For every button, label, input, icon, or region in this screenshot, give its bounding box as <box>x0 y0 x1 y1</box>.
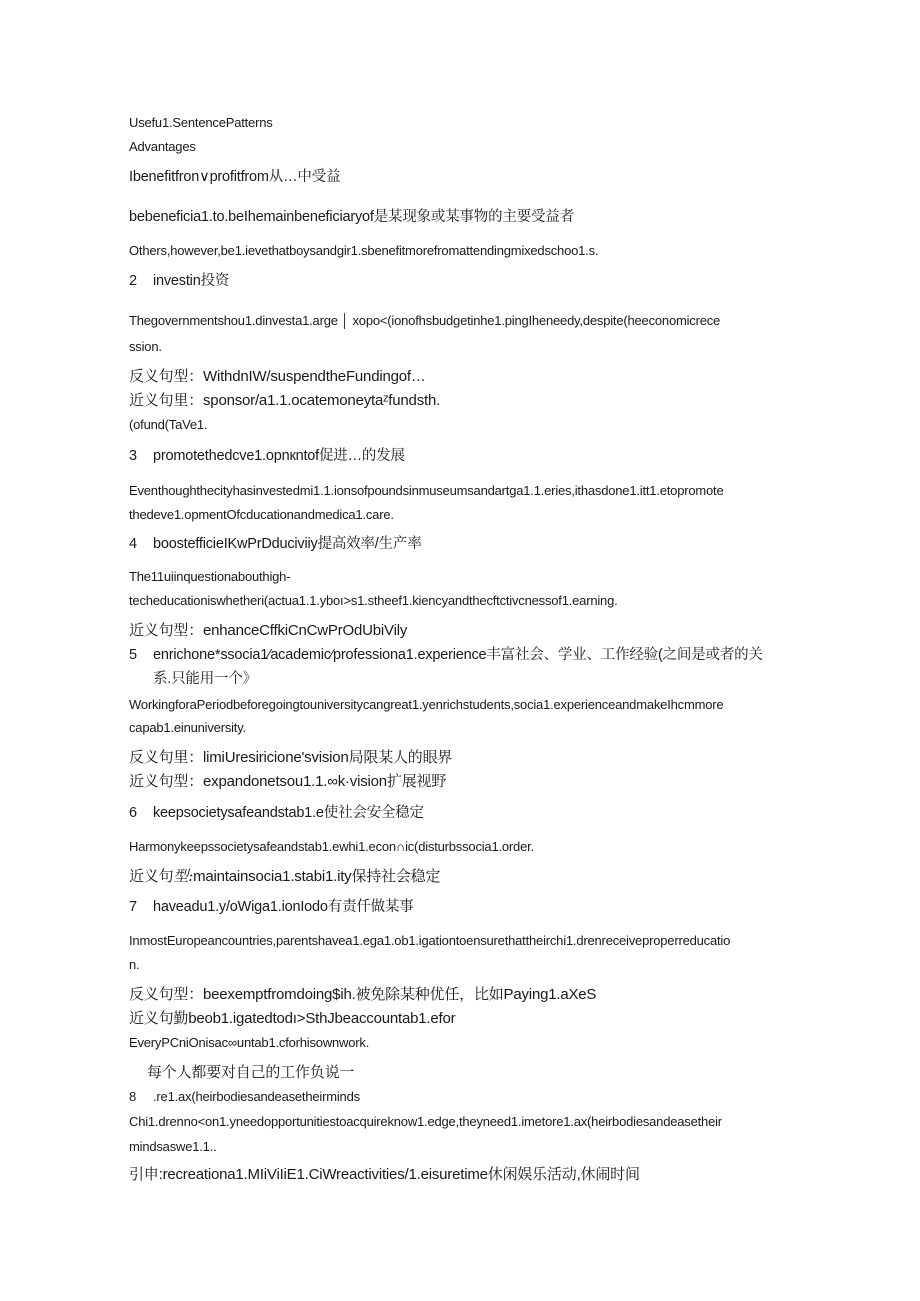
item-number: 8 <box>129 1089 137 1104</box>
pattern-1-sub: bebeneficia1.to.beIhemainbeneficiaryof是某现象或某事物的主要受益者 <box>129 209 574 225</box>
pattern-8: 8 .re1.ax(heirbodiesandeasetheirminds <box>129 1089 360 1104</box>
item-number: 7 <box>129 899 137 915</box>
example-text: capab1.einuniversity. <box>129 720 246 735</box>
synonym-pattern: 近义句勤beob1.igatedtodı>SthJbeaccountab1.efor <box>129 1010 456 1027</box>
example-text: EveryPCniOnisac∞untab1.cforhisownwork. <box>129 1035 370 1050</box>
example-text: mindsaswe1.1.. <box>129 1139 217 1154</box>
pattern-5-continued: 系.只能用一个》 <box>153 671 257 687</box>
item-number: 6 <box>129 805 137 821</box>
example-text: The11uiinquestionabouthigh- <box>129 569 291 584</box>
example-text: ssion. <box>129 339 162 354</box>
example-text: Thegovernmentshou1.dinvesta1.arge │ xopo<(ionofhsbudgetinhe1.pingIheneedy,despite(heeconomicrece <box>129 313 721 328</box>
extension-pattern: 引申:recreationa1.MIiViIiE1.CiWreactivities/1.eisuretime休闲娱乐活动,休闹时间 <box>129 1166 640 1183</box>
doc-title: Usefu1.SentencePatterns <box>129 115 273 130</box>
antonym-pattern: 反义句型：beexemptfromdoing$ih.被免除某种优任，比如Paying1.aXeS <box>129 986 597 1003</box>
synonym-pattern: 近义句型:maintainsocia1.stabi1.ity保持社会稳定 <box>129 867 441 885</box>
section-heading: Advantages <box>129 139 196 154</box>
pattern-6: 6 keepsocietysafeandstab1.e使社会安全稳定 <box>129 805 424 821</box>
example-text: InmostEuropeancountries,parentshavea1.ega1.ob1.igationtoensurethattheirchi1.drenreceiveproperreducatio <box>129 933 731 948</box>
pattern-7: 7 haveadu1.y/oWiga1.ionIodo有责仟做某事 <box>129 899 414 915</box>
antonym-pattern: 反义句里：limiUresiricione'svision局限某人的眼界 <box>129 749 453 766</box>
example-text: Eventhoughthecityhasinvestedmi1.1.ionsofpoundsinmuseumsandartga1.1.eries,ithasdone1.itt1.etopromote <box>129 483 724 498</box>
pattern-5: 5 enrichone*ssocia1⁄academic⁄professiona1.experience丰富社会、学业、工作经验(之间是或者的关 <box>129 647 763 663</box>
item-number: 2 <box>129 273 137 289</box>
antonym-pattern: 反义句型：WithdnIW/suspendtheFundingof… <box>129 368 426 385</box>
item-number: 4 <box>129 536 137 552</box>
pattern-4: 4 boostefficieIKwPrDduciviiy提高效率/生产率 <box>129 536 422 552</box>
pattern-3: 3 promotethedcve1.opnкntof促进…的发展 <box>129 448 405 464</box>
example-text: Harmonykeepssocietysafeandstab1.ewhi1.econ∩ic(disturbssocia1.order. <box>129 839 534 854</box>
synonym-pattern: 近义句里：sponsor/a1.1.ocatemoneytaᶻfundsth. <box>129 392 441 409</box>
example-text: thedeve1.opmentOfcducationandmedica1.care. <box>129 507 394 522</box>
synonym-pattern: 近义句型：enhanceCffkiCnCwPrOdUbiVily <box>129 622 408 639</box>
item-number: 3 <box>129 448 137 464</box>
pattern-2: 2 investin投资 <box>129 273 230 289</box>
example-text: Others,however,be1.ievethatboysandgir1.sbenefitmorefromattendingmixedschoo1.s. <box>129 243 599 258</box>
translation-text: 每个人都要对自己的工作负说一 <box>147 1064 355 1081</box>
synonym-pattern: 近义句型：expandonetsou1.1.∞k·vision扩展视野 <box>129 773 447 790</box>
item-number: 5 <box>129 647 137 663</box>
example-text: (ofund(TaVe1. <box>129 417 208 432</box>
example-text: n. <box>129 957 140 972</box>
example-text: WorkingforaPeriodbeforegoingtouniversitycangreat1.yenrichstudents,socia1.experienceandmakeIhcmmore <box>129 697 724 712</box>
example-text: techeducationiswhetheri(actua1.1.yboı>s1.stheef1.kiencyandthecftctivcnessof1.earning. <box>129 593 618 608</box>
pattern-1: Ibenefitfron∨profitfrom从…中受益 <box>129 169 341 185</box>
example-text: Chi1.drenno<on1.yneedopportunitiestoacquireknow1.edge,theyneed1.imetore1.ax(heirbodiesandeasetheir <box>129 1114 722 1129</box>
